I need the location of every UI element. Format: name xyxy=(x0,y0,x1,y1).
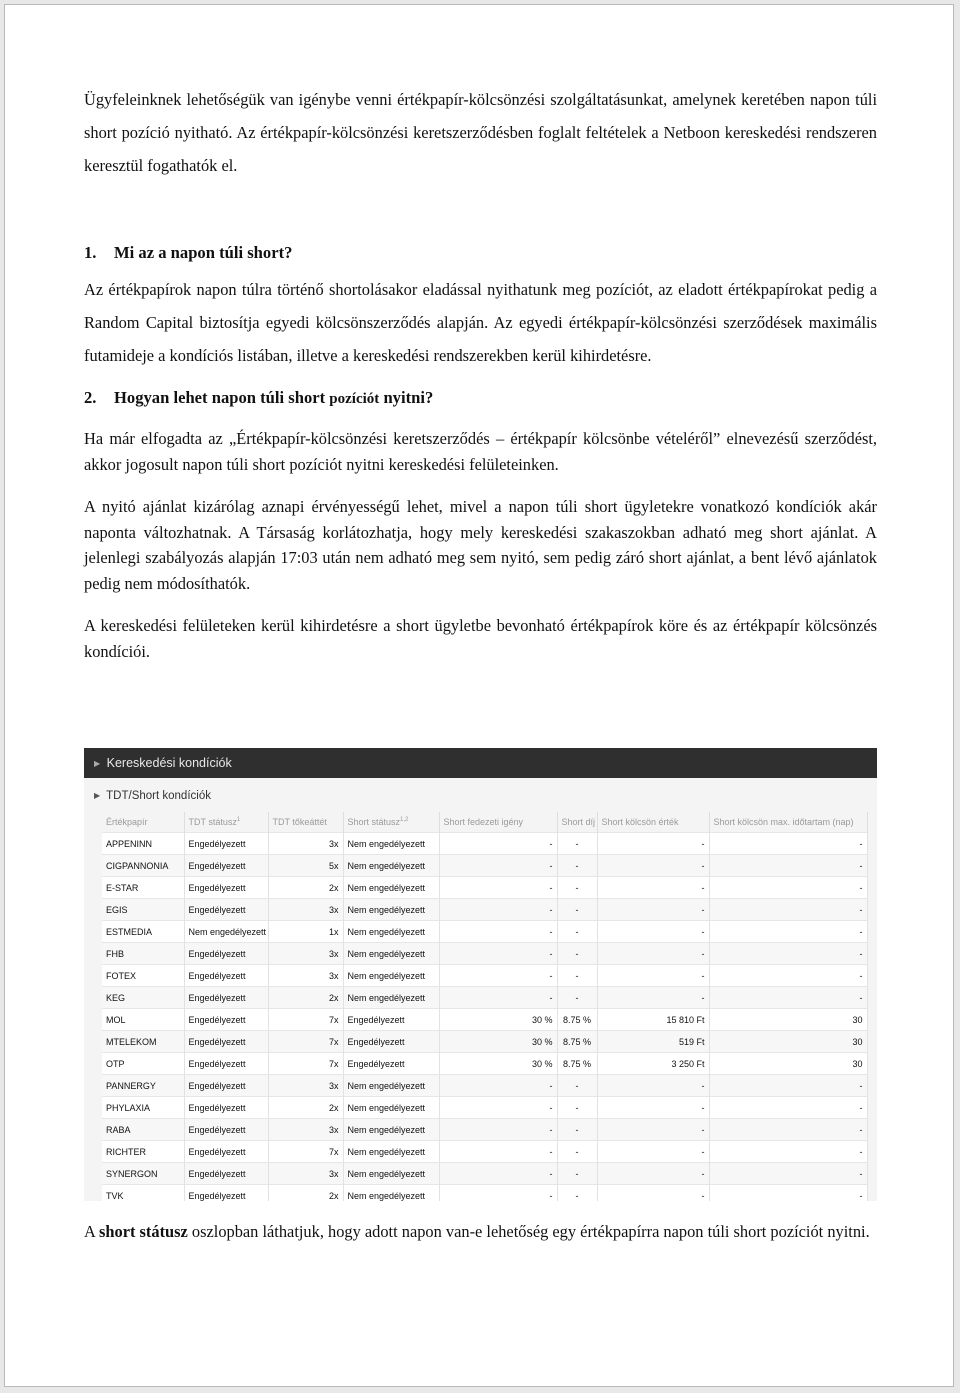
table-cell: 1x xyxy=(268,921,343,943)
table-cell: Engedélyezett xyxy=(184,1097,268,1119)
table-cell: Nem engedélyezett xyxy=(343,921,439,943)
table-cell: - xyxy=(557,1075,597,1097)
table-cell: - xyxy=(597,1141,709,1163)
table-cell: Engedélyezett xyxy=(184,1119,268,1141)
table-cell: Engedélyezett xyxy=(184,1075,268,1097)
table-cell: SYNERGON xyxy=(102,1163,184,1185)
section-1-heading xyxy=(84,241,877,265)
column-header-label: TDT tőkeáttét xyxy=(272,817,327,827)
table-cell: Nem engedélyezett xyxy=(343,987,439,1009)
table-cell: - xyxy=(439,855,557,877)
table-cell: Engedélyezett xyxy=(184,877,268,899)
table-row xyxy=(102,1075,867,1097)
intro-paragraph: Ügyfeleinknek lehetőségük van igénybe venni értékpapír-kölcsönzési szolgáltatásunkat, amelynek keretében napon túli short pozíció nyitható. Az értékpapír-kölcsönzési keretszerződésben foglalt feltételek a Netboon kereskedési rendszeren keresztül fogathatók el. xyxy=(84,90,877,175)
table-cell: Engedélyezett xyxy=(184,855,268,877)
section-2-para-3: A kereskedési felületeken kerül kihirdetésre a short ügyletbe bevonható értékpapírok köre és az értékpapír kölcsönzés kondíciói. xyxy=(84,616,877,661)
table-cell: - xyxy=(597,877,709,899)
table-cell: - xyxy=(439,987,557,1009)
table-cell: - xyxy=(557,1119,597,1141)
table-cell: 30 xyxy=(709,1031,867,1053)
column-header[interactable] xyxy=(597,812,709,833)
table-cell: - xyxy=(597,987,709,1009)
table-cell: - xyxy=(709,921,867,943)
table-row xyxy=(102,1141,867,1163)
table-cell: - xyxy=(597,1075,709,1097)
table-cell: - xyxy=(439,1163,557,1185)
table-row xyxy=(102,1097,867,1119)
table-cell: Engedélyezett xyxy=(343,1053,439,1075)
table-cell: 519 Ft xyxy=(597,1031,709,1053)
table-cell: 30 xyxy=(709,1053,867,1075)
section-2-title-end: nyitni? xyxy=(379,388,434,407)
table-cell: CIGPANNONIA xyxy=(102,855,184,877)
column-header[interactable] xyxy=(439,812,557,833)
section-2-para-2: A nyitó ajánlat kizárólag aznapi érvényességű lehet, mivel a napon túli short ügyletekre vonatkozó kondíciók akár naponta változhatnak. A Társaság korlátozhatja, hogy mely kereskedési szakaszokban adható meg short ajánlat. A jelenlegi szabályozás alapján 17:03 után nem adható meg sem nyitó, sem pedig záró short ajánlat, a bent lévő ajánlatok pedig nem módosíthatók. xyxy=(84,497,877,593)
table-cell: - xyxy=(557,965,597,987)
table-cell: - xyxy=(557,1163,597,1185)
table-row xyxy=(102,1053,867,1075)
footer-paragraph xyxy=(84,1219,877,1245)
column-header-label: Short díj xyxy=(561,817,596,827)
table-cell: 3x xyxy=(268,943,343,965)
table-cell: MTELEKOM xyxy=(102,1031,184,1053)
table-cell: Engedélyezett xyxy=(184,987,268,1009)
table-row xyxy=(102,1185,867,1202)
table-row xyxy=(102,921,867,943)
table-cell: 30 % xyxy=(439,1031,557,1053)
column-header-label: Értékpapír xyxy=(106,817,148,827)
table-cell: Engedélyezett xyxy=(184,1163,268,1185)
document-body xyxy=(84,83,877,664)
section-1-number: 1. xyxy=(84,243,97,262)
section-2-heading xyxy=(84,386,877,411)
table-cell: - xyxy=(557,855,597,877)
table-cell: Nem engedélyezett xyxy=(343,855,439,877)
table-cell: - xyxy=(709,965,867,987)
table-cell: Nem engedélyezett xyxy=(343,833,439,855)
table-cell: 3x xyxy=(268,965,343,987)
column-header[interactable] xyxy=(102,812,184,833)
table-cell: - xyxy=(709,1119,867,1141)
footer-prefix: A xyxy=(84,1222,100,1241)
table-row xyxy=(102,1119,867,1141)
table-cell: - xyxy=(709,1185,867,1202)
table-cell: 2x xyxy=(268,877,343,899)
table-cell: - xyxy=(557,899,597,921)
table-cell: 3x xyxy=(268,1119,343,1141)
table-row xyxy=(102,965,867,987)
widget-header-title: Kereskedési kondíciók xyxy=(106,756,232,770)
column-header[interactable] xyxy=(557,812,597,833)
column-header-label: Short fedezeti igény xyxy=(443,817,524,827)
table-cell: ESTMEDIA xyxy=(102,921,184,943)
table-cell: 7x xyxy=(268,1031,343,1053)
table-cell: TVK xyxy=(102,1185,184,1202)
table-cell: - xyxy=(439,943,557,965)
table-cell: Engedélyezett xyxy=(184,899,268,921)
table-cell: MOL xyxy=(102,1009,184,1031)
footnote-marker: 1 xyxy=(236,817,241,823)
table-cell: - xyxy=(439,1097,557,1119)
table-cell: - xyxy=(597,899,709,921)
table-cell: EGIS xyxy=(102,899,184,921)
section-1-title: Mi az a napon túli short? xyxy=(114,243,293,262)
table-cell: Engedélyezett xyxy=(184,1009,268,1031)
column-header[interactable] xyxy=(709,812,867,833)
table-cell: Engedélyezett xyxy=(343,1031,439,1053)
table-cell: - xyxy=(709,1163,867,1185)
table-cell: 8.75 % xyxy=(557,1031,597,1053)
column-header[interactable] xyxy=(343,812,439,833)
table-cell: PANNERGY xyxy=(102,1075,184,1097)
table-cell: OTP xyxy=(102,1053,184,1075)
table-cell: - xyxy=(597,921,709,943)
table-cell: Engedélyezett xyxy=(343,1009,439,1031)
table-cell: 30 xyxy=(709,1009,867,1031)
column-header-label: Short kölcsön érték xyxy=(601,817,679,827)
table-cell: - xyxy=(597,1185,709,1202)
column-header-label: TDT státusz xyxy=(188,817,237,827)
trading-conditions-screenshot xyxy=(84,748,877,1201)
table-cell: - xyxy=(597,965,709,987)
table-cell: Engedélyezett xyxy=(184,1185,268,1202)
table-cell: - xyxy=(597,833,709,855)
footnote-marker: 1,2 xyxy=(400,817,409,823)
table-cell: Nem engedélyezett xyxy=(343,943,439,965)
table-cell: - xyxy=(709,1097,867,1119)
table-cell: Engedélyezett xyxy=(184,833,268,855)
table-row xyxy=(102,855,867,877)
table-cell: Engedélyezett xyxy=(184,943,268,965)
table-cell: 8.75 % xyxy=(557,1053,597,1075)
table-cell: E-STAR xyxy=(102,877,184,899)
table-cell: Nem engedélyezett xyxy=(343,877,439,899)
table-cell: - xyxy=(709,855,867,877)
section-2-para-1: Ha már elfogadta az „Értékpapír-kölcsönzési keretszerződés – értékpapír kölcsönbe vételéről” elnevezésű szerződést, akkor jogosult napon túli short pozíciót nyitni kereskedési felületeinken. xyxy=(84,429,877,474)
table-cell: Nem engedélyezett xyxy=(343,965,439,987)
table-row xyxy=(102,899,867,921)
table-cell: - xyxy=(709,943,867,965)
table-row xyxy=(102,1031,867,1053)
table-cell: 30 % xyxy=(439,1053,557,1075)
table-cell: 3 250 Ft xyxy=(597,1053,709,1075)
table-cell: PHYLAXIA xyxy=(102,1097,184,1119)
widget-subheader xyxy=(84,778,877,812)
table-cell: - xyxy=(557,921,597,943)
table-body xyxy=(102,833,867,1202)
table-row xyxy=(102,1163,867,1185)
table-cell: - xyxy=(557,877,597,899)
table-header-row xyxy=(102,812,867,833)
table-cell: Nem engedélyezett xyxy=(184,921,268,943)
conditions-table xyxy=(102,812,868,1201)
table-cell: - xyxy=(709,877,867,899)
table-cell: Engedélyezett xyxy=(184,965,268,987)
table-cell: - xyxy=(709,987,867,1009)
footer-bold: short státusz xyxy=(99,1222,188,1241)
table-cell: Nem engedélyezett xyxy=(343,1185,439,1202)
table-cell: - xyxy=(439,899,557,921)
caret-right-icon: ▶ xyxy=(94,791,101,800)
table-cell: 3x xyxy=(268,1163,343,1185)
table-cell: - xyxy=(709,833,867,855)
table-row xyxy=(102,987,867,1009)
caret-right-icon: ▶ xyxy=(94,759,101,768)
table-cell: 5x xyxy=(268,855,343,877)
table-cell: 2x xyxy=(268,987,343,1009)
table-cell: 7x xyxy=(268,1141,343,1163)
section-2-title-main: Hogyan lehet napon túli short xyxy=(114,388,330,407)
table-cell: Nem engedélyezett xyxy=(343,1141,439,1163)
table-row xyxy=(102,943,867,965)
table-cell: 7x xyxy=(268,1053,343,1075)
table-cell: Nem engedélyezett xyxy=(343,1163,439,1185)
table-cell: Nem engedélyezett xyxy=(343,899,439,921)
table-cell: - xyxy=(557,1097,597,1119)
table-cell: - xyxy=(439,921,557,943)
table-cell: 3x xyxy=(268,1075,343,1097)
table-cell: - xyxy=(597,1119,709,1141)
table-cell: - xyxy=(597,943,709,965)
table-cell: 7x xyxy=(268,1009,343,1031)
document-page xyxy=(4,4,954,1387)
section-1-body: Az értékpapírok napon túlra történő shortolásakor eladással nyithatunk meg pozíciót, az eladott értékpapírokat pedig a Random Capital biztosítja egyedi kölcsönszerződés alapján. Az egyedi értékpapír-kölcsönzési szerződések maximális futamideje a kondíciós listában, illetve a kereskedési rendszerekben kerül kihirdetésre. xyxy=(84,280,877,365)
table-cell: - xyxy=(439,1119,557,1141)
table-cell: Nem engedélyezett xyxy=(343,1097,439,1119)
table-cell: - xyxy=(439,877,557,899)
table-cell: - xyxy=(597,855,709,877)
table-cell: 3x xyxy=(268,833,343,855)
table-cell: 15 810 Ft xyxy=(597,1009,709,1031)
table-cell: Engedélyezett xyxy=(184,1053,268,1075)
table-cell: - xyxy=(709,899,867,921)
table-cell: Engedélyezett xyxy=(184,1141,268,1163)
table-cell: Nem engedélyezett xyxy=(343,1119,439,1141)
column-header-label: Short kölcsön max. időtartam (nap) xyxy=(713,817,854,827)
table-cell: - xyxy=(709,1075,867,1097)
column-header[interactable] xyxy=(184,812,268,833)
table-cell: FOTEX xyxy=(102,965,184,987)
table-cell: 8.75 % xyxy=(557,1009,597,1031)
table-cell: - xyxy=(557,943,597,965)
table-cell: Engedélyezett xyxy=(184,1031,268,1053)
table-cell: - xyxy=(439,1185,557,1202)
table-cell: - xyxy=(439,833,557,855)
footer-suffix: oszlopban láthatjuk, hogy adott napon van-e lehetőség egy értékpapírra napon túli short pozíciót nyitni. xyxy=(187,1222,870,1241)
table-cell: - xyxy=(709,1141,867,1163)
column-header-label: Short státusz xyxy=(347,817,401,827)
table-cell: - xyxy=(439,1075,557,1097)
table-cell: - xyxy=(557,987,597,1009)
table-cell: APPENINN xyxy=(102,833,184,855)
section-2-title-small: pozíciót xyxy=(329,391,380,407)
table-cell: - xyxy=(439,1141,557,1163)
table-row xyxy=(102,877,867,899)
section-2-number: 2. xyxy=(84,388,97,407)
table-cell: Nem engedélyezett xyxy=(343,1075,439,1097)
table-cell: - xyxy=(557,1185,597,1202)
table-cell: - xyxy=(597,1097,709,1119)
table-cell: - xyxy=(557,1141,597,1163)
table-cell: RICHTER xyxy=(102,1141,184,1163)
widget-subheader-title: TDT/Short kondíciók xyxy=(106,790,211,802)
table-cell: - xyxy=(439,965,557,987)
table-cell: - xyxy=(597,1163,709,1185)
table-cell: 2x xyxy=(268,1097,343,1119)
table-row xyxy=(102,833,867,855)
column-header[interactable] xyxy=(268,812,343,833)
table-cell: 3x xyxy=(268,899,343,921)
table-cell: RABA xyxy=(102,1119,184,1141)
table-row xyxy=(102,1009,867,1031)
table-cell: 30 % xyxy=(439,1009,557,1031)
widget-header xyxy=(84,748,877,778)
table-cell: FHB xyxy=(102,943,184,965)
table-cell: 2x xyxy=(268,1185,343,1202)
table-cell: - xyxy=(557,833,597,855)
table-cell: KEG xyxy=(102,987,184,1009)
